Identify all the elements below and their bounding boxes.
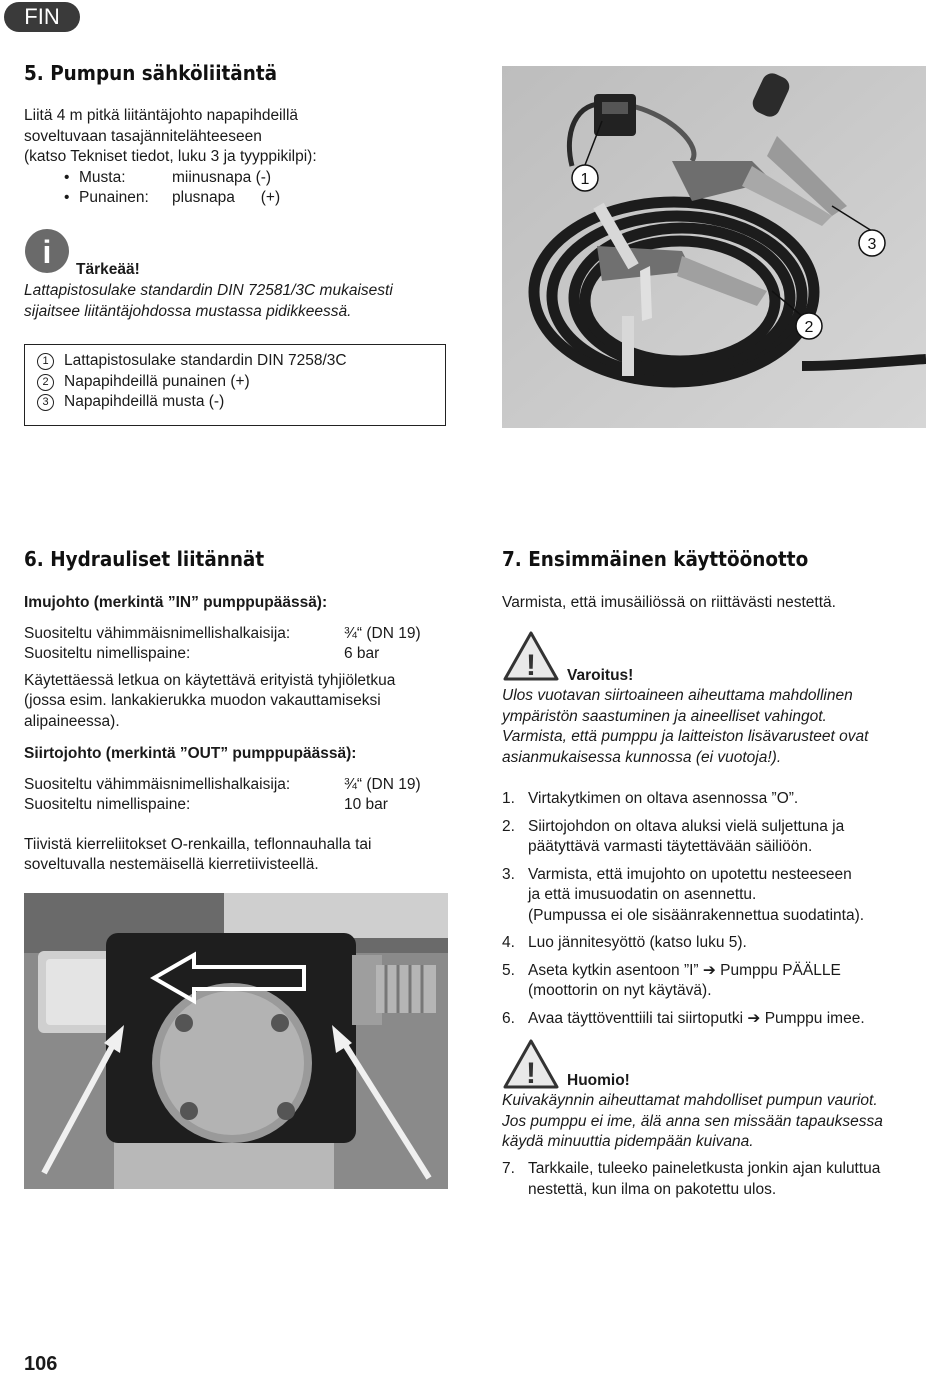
legend-number: 1 <box>37 353 54 370</box>
note-line: Kuivakäynnin aiheuttamat mahdolliset pumpun vauriot. <box>502 1092 878 1109</box>
note-line: alipaineessa). <box>24 712 120 730</box>
legend-item <box>37 372 445 393</box>
note-line: Jos pumppu ei ime, älä anna sen missään tapauksessa <box>502 1112 883 1130</box>
legend-text: Lattapistosulake standardin DIN 7258/3C <box>64 352 347 369</box>
bullet-label: Punainen: <box>79 189 149 206</box>
callout-3: 3 <box>867 236 877 253</box>
suction-heading: Imujohto (merkintä ”IN” pumppupäässä): <box>24 594 328 611</box>
bullet-black: • Musta: miinusnapa (-) <box>24 168 464 189</box>
info-text <box>24 281 464 322</box>
spec-value: 10 bar <box>344 796 388 813</box>
pump-photo <box>24 893 448 1189</box>
legend-text: Napapihdeillä punainen (+) <box>64 372 250 390</box>
warning-line: Ulos vuotavan siirtoaineen aiheuttama mahdollinen <box>502 687 853 704</box>
warning-icon <box>502 1038 560 1090</box>
svg-text:i: i <box>42 234 52 270</box>
spec-row <box>24 624 464 645</box>
spec-value: 6 bar <box>344 645 380 662</box>
bullet-value: plusnapa (+) <box>172 189 281 206</box>
seal-line: soveltuvalla nestemäisellä kierretiivisteellä. <box>24 856 319 873</box>
step-item: 6. Avaa täyttöventtiili tai siirtoputki ➔ Pumppu imee. <box>502 1009 865 1027</box>
info-line: Lattapistosulake standardin DIN 72581/3C mukaisesti <box>24 282 393 299</box>
step-item: 1. Virtakytkimen on oltava asennossa ”O”. <box>502 790 799 807</box>
section-5-intro <box>24 106 464 209</box>
note-text <box>502 1091 932 1153</box>
info-heading: Tärkeää! <box>76 261 140 278</box>
suction-line-block <box>24 593 464 876</box>
bullet-red: • Punainen: plusnapa (+) <box>24 188 464 209</box>
intro-line: soveltuvaan tasajännitelähteeseen <box>24 127 262 145</box>
note-line: (jossa esim. lankakierukka muodon vakauttamiseksi <box>24 692 381 709</box>
intro-line: Liitä 4 m pitkä liitäntäjohto napapihdeillä <box>24 107 299 124</box>
bullet-label: Musta: <box>79 168 126 186</box>
warning-text <box>502 686 932 768</box>
step-item: 3. Varmista, että imujohto on upotettu nesteeseen ja että imusuodatin on asennettu. (Pumpussa ei ole sisäänrakennettua suodatinta). <box>502 865 865 924</box>
intro-line: (katso Tekniset tiedot, luku 3 ja tyyppikilpi): <box>24 148 317 165</box>
svg-text:!: ! <box>526 1057 536 1090</box>
legend-item <box>37 351 445 372</box>
language-badge: FIN <box>4 2 80 32</box>
spec-row <box>24 795 464 816</box>
steps-list <box>502 789 932 1036</box>
callout-1: 1 <box>580 171 590 188</box>
spec-label: Suositeltu vähimmäisnimellishalkaisija: <box>24 775 291 793</box>
callout-2: 2 <box>804 319 814 336</box>
spec-label: Suositeltu vähimmäisnimellishalkaisija: <box>24 624 291 642</box>
note-line: käydä minuuttia pidempään kuivana. <box>502 1133 754 1150</box>
step-item: 4. Luo jännitesyöttö (katso luku 5). <box>502 934 747 951</box>
spec-value: ¾“ (DN 19) <box>344 624 421 642</box>
section-7-title: 7. Ensimmäinen käyttöönotto <box>502 547 809 571</box>
section-6-title: 6. Hydrauliset liitännät <box>24 547 265 571</box>
discharge-heading: Siirtojohto (merkintä ”OUT” pumppupäässä): <box>24 745 357 762</box>
spec-label: Suositeltu nimellispaine: <box>24 796 191 813</box>
legend-item <box>37 392 445 413</box>
section-5-title: 5. Pumpun sähköliitäntä <box>24 61 278 85</box>
spec-label: Suositeltu nimellispaine: <box>24 645 191 662</box>
note-heading: Huomio! <box>567 1072 630 1089</box>
info-icon <box>24 228 70 274</box>
spec-row <box>24 644 464 665</box>
step-item: 5. Aseta kytkin asentoon ”I” ➔ Pumppu PÄÄLLE (moottorin on nyt käytävä). <box>502 961 841 999</box>
warning-heading: Varoitus! <box>567 667 634 684</box>
page-number: 106 <box>24 1353 58 1375</box>
note-line: Käytettäessä letkua on käytettävä erityistä tyhjiöletkua <box>24 671 396 689</box>
warning-icon <box>502 630 560 682</box>
warning-line: ympäristön saastuminen ja aineelliset vahingot. <box>502 707 827 725</box>
svg-text:!: ! <box>526 649 536 682</box>
bullet-value: miinusnapa (-) <box>172 168 272 186</box>
legend-box <box>24 344 446 426</box>
step-item: 7. Tarkkaile, tuleeko paineletkusta jonkin ajan kuluttua nestettä, kun ilma on pakotettu ulos. <box>502 1160 881 1198</box>
spec-value: ¾“ (DN 19) <box>344 775 421 793</box>
final-step <box>502 1159 932 1207</box>
cable-clamps-photo <box>502 66 926 428</box>
legend-number: 3 <box>37 394 54 411</box>
legend-text: Napapihdeillä musta (-) <box>64 393 225 410</box>
warning-line: Varmista, että pumppu ja laitteiston lisävarusteet ovat <box>502 728 869 745</box>
seal-line: Tiivistä kierreliitokset O-renkailla, teflonnauhalla tai <box>24 835 372 853</box>
section-7-intro: Varmista, että imusäiliössä on riittävästi nestettä. <box>502 594 836 611</box>
step-item: 2. Siirtojohdon on oltava aluksi vielä suljettuna ja päätyttävä varmasti täytettävään säiliöön. <box>502 817 845 855</box>
warning-line: asianmukaisessa kunnossa (ei vuotoja!). <box>502 748 782 766</box>
legend-number: 2 <box>37 374 54 391</box>
spec-row <box>24 775 464 796</box>
info-line: sijaitsee liitäntäjohdossa mustassa pidikkeessä. <box>24 302 352 320</box>
